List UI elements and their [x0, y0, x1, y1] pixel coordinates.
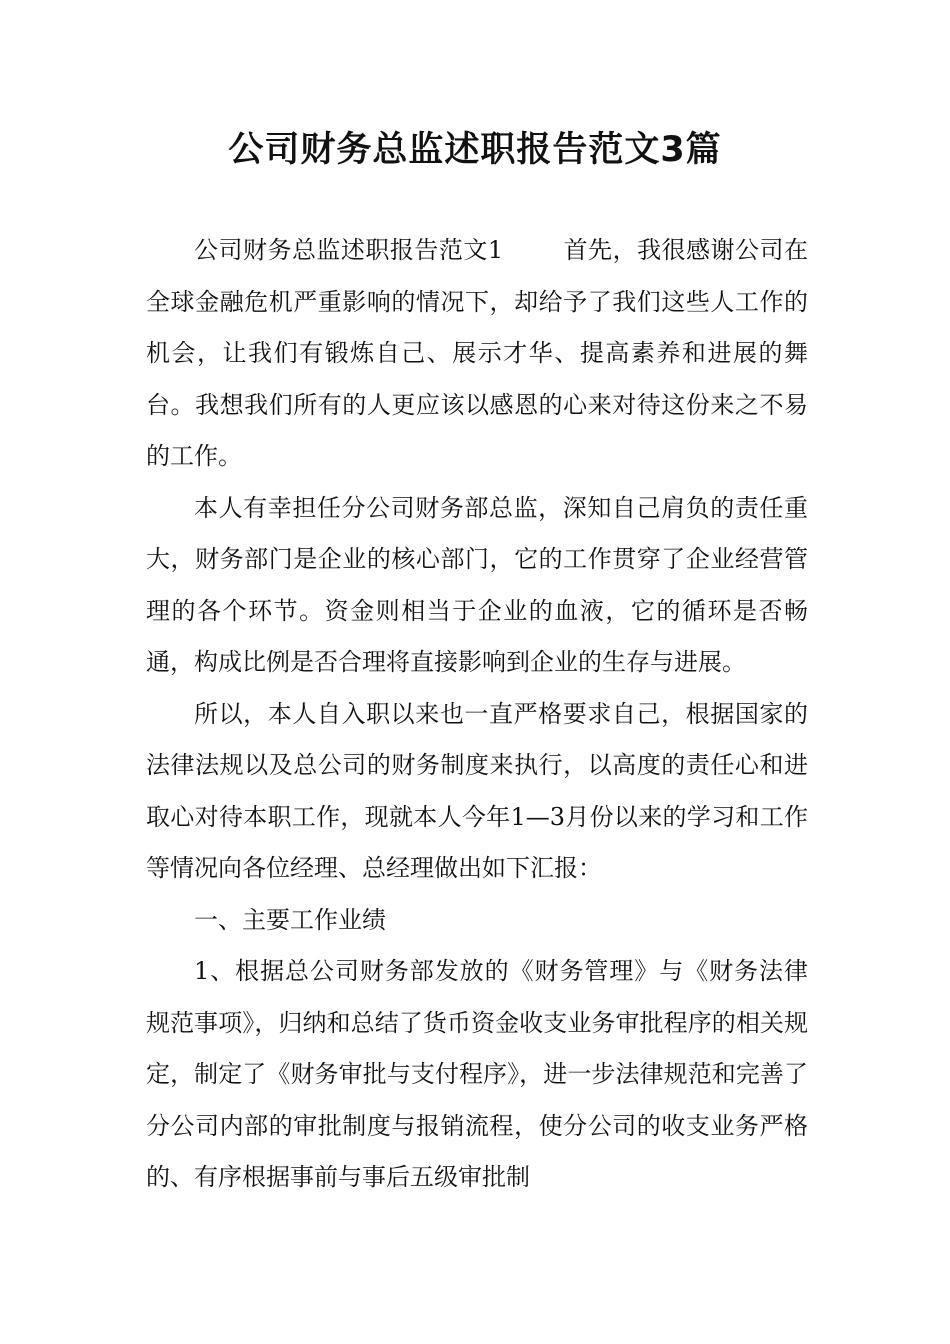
document-body — [146, 225, 808, 1204]
intro-heading: 公司财务总监述职报告范文1 — [194, 236, 504, 264]
paragraph-1 — [146, 225, 808, 483]
paragraph-5: 1、根据总公司财务部发放的《财务管理》与《财务法律规范事项》，归纳和总结了货币资金收支业务审批程序的相关规定，制定了《财务审批与支付程序》，进一步法律规范和完善了分公司内部的审批制度与报销流程，使分公司的收支业务严格的、有序根据事前与事后五级审批制 — [146, 957, 808, 1191]
document-title: 公司财务总监述职报告范文3篇 — [228, 130, 722, 170]
paragraph-2: 本人有幸担任分公司财务部总监，深知自己肩负的责任重大，财务部门是企业的核心部门，它的工作贯穿了企业经营管理的各个环节。资金则相当于企业的血液，它的循环是否畅通，构成比例是否合理将直接影响到企业的生存与进展。 — [146, 493, 808, 676]
paragraph-1-text: 首先，我很感谢公司在全球金融危机严重影响的情况下，却给予了我们这些人工作的机会，让我们有锻炼自己、展示才华、提高素养和进展的舞台。我想我们所有的人更应该以感恩的心来对待这份来之不易的工作。 — [146, 236, 808, 470]
paragraph-3: 所以，本人自入职以来也一直严格要求自己，根据国家的法律法规以及总公司的财务制度来执行，以高度的责任心和进取心对待本职工作，现就本人今年1—3月份以来的学习和工作等情况向各位经理、总经理做出如下汇报： — [146, 699, 808, 882]
section-heading-main-achievements: 一、主要工作业绩 — [194, 905, 386, 934]
